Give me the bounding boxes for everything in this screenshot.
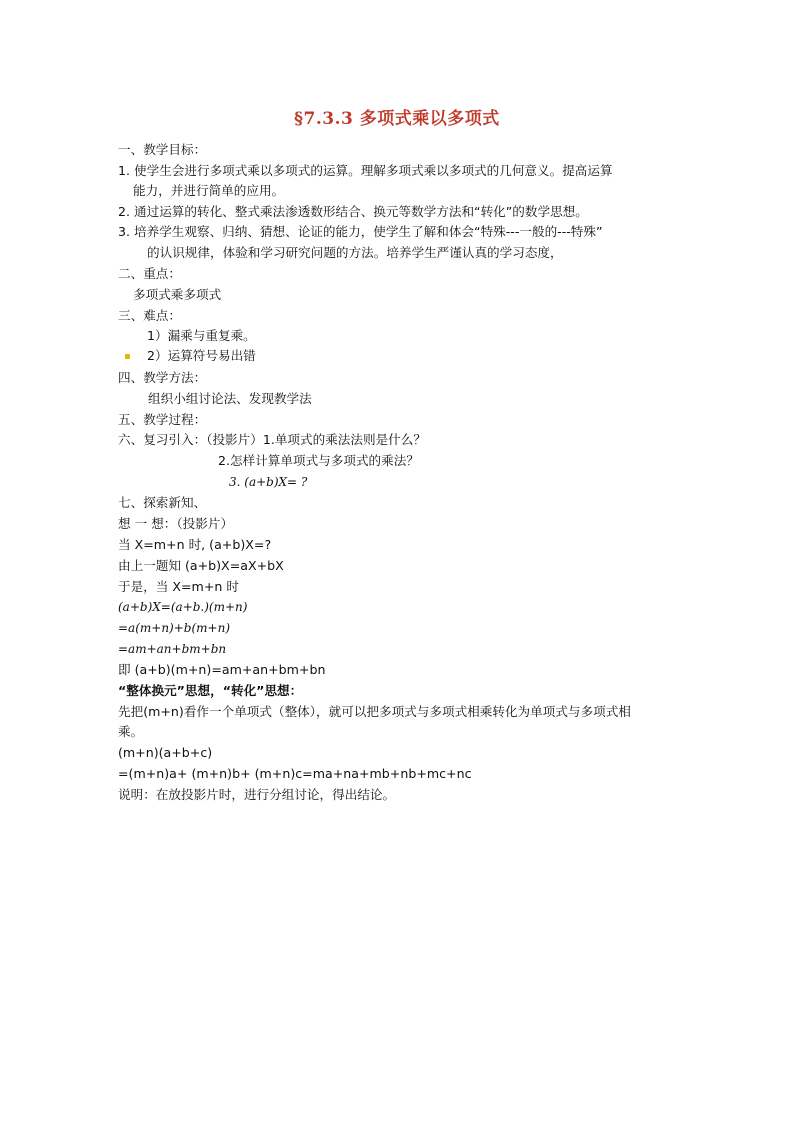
math-line-therefore: 于是，当 X=m+n 时 [118,579,239,594]
methods-text: 组织小组讨论法、发现教学法 [148,391,312,406]
section-heading-difficulties: 三、难点： [118,308,181,323]
key-point-text: 多项式乘多项式 [133,287,222,302]
review-intro-q2: 2.怎样计算单项式与多项式的乘法？ [218,453,419,468]
objective-1-line-1: 1. 使学生会进行多项式乘以多项式的运算。理解多项式乘以多项式的几何意义。提高运算 [118,163,613,178]
idea-text-line-2: 乘。 [118,724,144,739]
idea-text-line-1: 先把(m+n)看作一个单项式（整体），就可以把多项式与多项式相乘转化为单项式与多项式相 [118,704,631,719]
review-intro-q1: 六、复习引入：（投影片）1.单项式的乘法法则是什么？ [118,432,426,447]
math-step-2: =a(m+n)+b(m+n) [118,621,230,635]
think-prompt: 想 一 想：（投影片） [118,516,234,531]
document-title: §7.3.3 多项式乘以多项式 [294,109,500,129]
example-expansion: =(m+n)a+ (m+n)b+ (m+n)c=ma+na+mb+nb+mc+nc [118,766,472,781]
idea-heading: “整体换元”思想，“转化”思想： [118,683,303,698]
note-text: 说明：在放投影片时，进行分组讨论，得出结论。 [118,787,396,802]
math-result: 即 (a+b)(m+n)=am+an+bm+bn [118,662,326,677]
example-expression: (m+n)(a+b+c) [118,745,213,760]
objective-3-line-1: 3. 培养学生观察、归纳、猜想、论证的能力，使学生了解和体会“特殊---一般的---特殊” [118,224,603,239]
section-heading-key-points: 二、重点： [118,266,181,281]
objective-1-line-2: 能力，并进行简单的应用。 [133,183,285,198]
review-intro-q3: 3. (a+b)X= ? [229,475,308,489]
section-heading-objectives: 一、教学目标： [118,142,207,157]
bullet-marker-icon [125,354,130,359]
objective-2: 2. 通过运算的转化、整式乘法渗透数形结合、换元等数学方法和“转化”的数学思想。 [118,204,588,219]
math-step-3: =am+an+bm+bn [118,642,227,656]
section-heading-explore: 七、探索新知、 [118,495,207,510]
math-line-when-x: 当 X=m+n 时, (a+b)X=? [118,537,272,552]
math-step-1: (a+b)X=(a+b.)(m+n) [118,600,248,614]
objective-3-line-2: 的认识规律，体验和学习研究问题的方法。培养学生严谨认真的学习态度， [147,245,563,260]
difficulty-1: 1）漏乘与重复乘。 [147,328,256,343]
section-heading-process: 五、教学过程： [118,412,207,427]
math-line-from-previous: 由上一题知 (a+b)X=aX+bX [118,558,284,573]
difficulty-2: 2）运算符号易出错 [147,348,256,363]
section-heading-methods: 四、教学方法： [118,370,207,385]
